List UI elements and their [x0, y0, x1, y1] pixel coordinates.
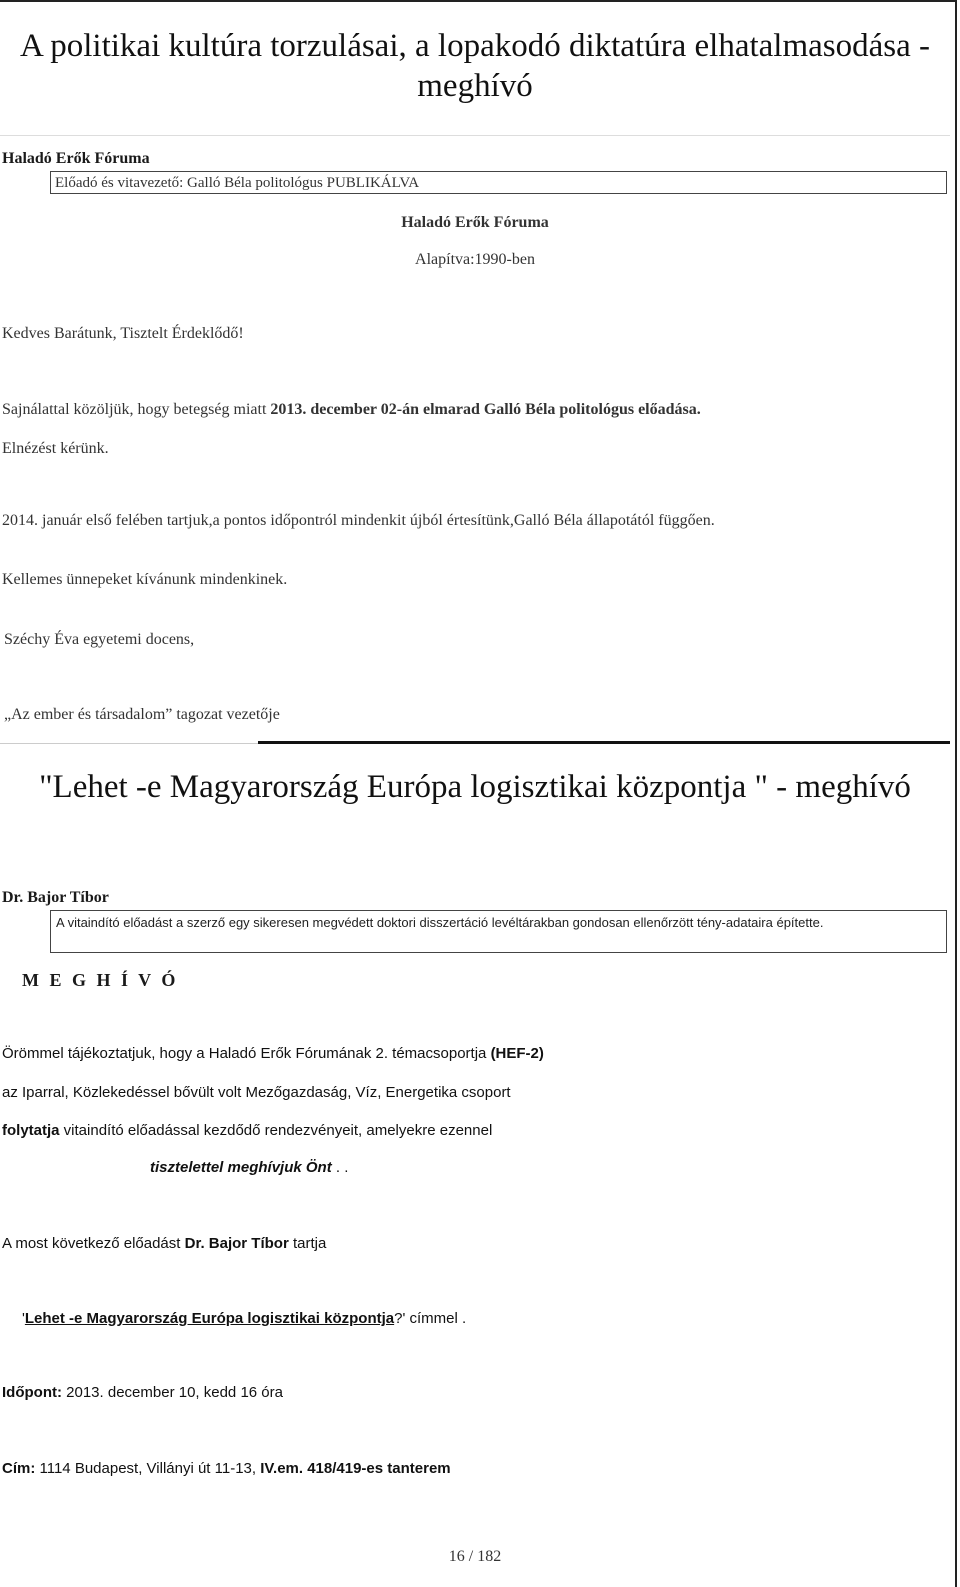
org-founded: Alapítva:1990-ben — [415, 251, 535, 268]
section-divider — [258, 741, 950, 744]
next-lecture — [2, 1235, 326, 1252]
title-divider — [0, 135, 950, 136]
line4-tail: . . — [331, 1159, 349, 1176]
org-name: Haladó Erők Fóruma — [401, 214, 549, 231]
line1-bold: (HEF-2) — [490, 1045, 544, 1062]
date-line — [2, 1384, 283, 1401]
page-title: A politikai kultúra torzulásai, a lopakodó diktatúra elhatalmasodása - meghívó — [20, 28, 930, 104]
invitation-line-3 — [2, 1122, 492, 1139]
date-label: Időpont: — [2, 1384, 62, 1401]
section-divider-thin — [0, 743, 258, 744]
signature-name: Széchy Éva egyetemi docens, — [4, 631, 195, 648]
reschedule-note: 2014. január első felében tartjuk,a pontos időpontról mindenkit újból értesítünk,Galló Béla állapotától függően. — [2, 512, 715, 529]
line3-rest: vitaindító előadással kezdődő rendezvényeit, amelyekre ezennel — [59, 1122, 493, 1139]
address-value: 1114 Budapest, Villányi út 11-13, — [35, 1460, 261, 1477]
line3-bold: folytatja — [2, 1122, 60, 1139]
next-prefix: A most következő előadást — [2, 1235, 185, 1252]
section-title: "Lehet -e Magyarország Európa logisztikai központja " - meghívó — [39, 769, 911, 805]
holiday-wish: Kellemes ünnepeket kívánunk mindenkinek. — [2, 571, 288, 588]
invitation-line-2: az Iparral, Közlekedéssel bővült volt Mezőgazdaság, Víz, Energetika csoport — [2, 1084, 511, 1101]
greeting: Kedves Barátunk, Tisztelt Érdeklődő! — [2, 325, 244, 342]
announcement-bold: 2013. december 02-án elmarad Galló Béla politológus előadása. — [270, 401, 701, 418]
line4-emphasis: tisztelettel meghívjuk Önt — [150, 1159, 332, 1176]
lecture-title: Lehet -e Magyarország Európa logisztikai központja — [24, 1310, 395, 1327]
announcement — [2, 401, 701, 419]
forum-label: Haladó Erők Fóruma — [2, 150, 150, 167]
invitation-line-4 — [150, 1159, 348, 1176]
lecture-title-line — [22, 1310, 466, 1327]
address-line — [2, 1460, 451, 1477]
date-value: 2013. december 10, kedd 16 óra — [61, 1384, 283, 1401]
line1-prefix: Örömmel tájékoztatjuk, hogy a Haladó Erők Fórumának 2. témacsoportja — [2, 1045, 491, 1062]
invitation-heading: M E G H Í V Ó — [22, 970, 179, 990]
lecture-title-suffix: ?' címmel . — [394, 1310, 467, 1327]
address-label: Cím: — [2, 1460, 36, 1477]
abstract-box: A vitaindító előadást a szerző egy sikeresen megvédett doktori disszertáció levéltárakban gondosan ellenőrzött tény-adataira építette. — [50, 910, 947, 953]
invitation-line-1 — [2, 1045, 544, 1062]
announcement-prefix: Sajnálattal közöljük, hogy betegség miatt — [2, 401, 271, 418]
page-counter: 16 / 182 — [448, 1548, 502, 1565]
author-label: Dr. Bajor Tíbor — [2, 889, 109, 906]
next-suffix: tartja — [288, 1235, 327, 1252]
address-room: IV.em. 418/419-es tanterem — [260, 1460, 451, 1477]
lecturer-name: Dr. Bajor Tíbor — [184, 1235, 289, 1252]
signature-role: „Az ember és társadalom” tagozat vezetője — [4, 706, 280, 723]
apology: Elnézést kérünk. — [2, 440, 109, 457]
presenter-box: Előadó és vitavezető: Galló Béla politológus PUBLIKÁLVA — [50, 171, 947, 194]
quote-open: ' — [22, 1310, 25, 1327]
